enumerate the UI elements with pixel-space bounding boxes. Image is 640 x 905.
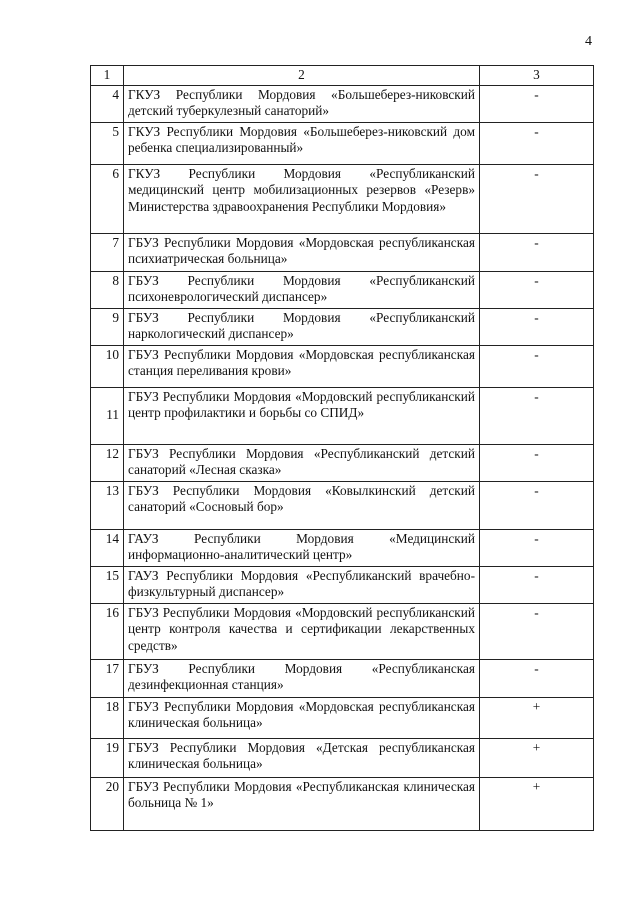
row-number: 20 (91, 777, 124, 830)
row-mark: + (480, 738, 594, 777)
organization-name: ГКУЗ Республики Мордовия «Большеберез-никовский детский туберкулезный санаторий» (124, 85, 480, 122)
table-row (91, 659, 594, 697)
row-number: 16 (91, 603, 124, 659)
page-number: 4 (585, 34, 592, 49)
table-row (91, 271, 594, 308)
row-number: 4 (91, 85, 124, 122)
organization-name: ГБУЗ Республики Мордовия «Мордовская республиканская психиатрическая больница» (124, 233, 480, 271)
row-mark: - (480, 233, 594, 271)
row-mark: + (480, 697, 594, 738)
table-row (91, 233, 594, 271)
table-row (91, 387, 594, 444)
row-mark: - (480, 387, 594, 444)
table-row (91, 777, 594, 830)
organization-name: ГАУЗ Республики Мордовия «Республиканский врачебно-физкультурный диспансер» (124, 566, 480, 603)
table-row (91, 697, 594, 738)
row-mark: - (480, 603, 594, 659)
organization-name: ГБУЗ Республики Мордовия «Республиканский наркологический диспансер» (124, 308, 480, 345)
row-number: 17 (91, 659, 124, 697)
organization-name: ГБУЗ Республики Мордовия «Республиканская клиническая больница № 1» (124, 777, 480, 830)
organization-name: ГБУЗ Республики Мордовия «Мордовский республиканский центр профилактики и борьбы со СПИД» (124, 387, 480, 444)
header-cell-3: 3 (480, 66, 594, 86)
row-number: 7 (91, 233, 124, 271)
row-number: 6 (91, 164, 124, 233)
row-mark: - (480, 481, 594, 529)
row-number: 5 (91, 122, 124, 164)
organization-name: ГБУЗ Республики Мордовия «Республиканский психоневрологический диспансер» (124, 271, 480, 308)
row-number: 9 (91, 308, 124, 345)
organizations-table (90, 65, 594, 831)
organization-name: ГБУЗ Республики Мордовия «Ковылкинский детский санаторий «Сосновый бор» (124, 481, 480, 529)
header-cell-2: 2 (124, 66, 480, 86)
row-mark: - (480, 164, 594, 233)
table-row (91, 444, 594, 481)
row-mark: - (480, 308, 594, 345)
row-number: 12 (91, 444, 124, 481)
row-mark: - (480, 566, 594, 603)
table-row (91, 308, 594, 345)
table-row (91, 164, 594, 233)
row-mark: - (480, 271, 594, 308)
table-row (91, 345, 594, 387)
row-number: 19 (91, 738, 124, 777)
table-row (91, 566, 594, 603)
row-mark: + (480, 777, 594, 830)
row-number: 11 (91, 387, 124, 444)
organization-name: ГАУЗ Республики Мордовия «Медицинский информационно-аналитический центр» (124, 529, 480, 566)
row-mark: - (480, 529, 594, 566)
table-row (91, 529, 594, 566)
organization-name: ГБУЗ Республики Мордовия «Мордовский республиканский центр контроля качества и сертификации лекарственных средств» (124, 603, 480, 659)
row-number: 8 (91, 271, 124, 308)
table-row (91, 85, 594, 122)
table-row (91, 481, 594, 529)
row-mark: - (480, 122, 594, 164)
row-mark: - (480, 444, 594, 481)
organization-name: ГКУЗ Республики Мордовия «Республиканский медицинский центр мобилизационных резервов «Резерв» Министерства здравоохранения Республики Мордовия» (124, 164, 480, 233)
row-number: 18 (91, 697, 124, 738)
organization-name: ГБУЗ Республики Мордовия «Республиканская дезинфекционная станция» (124, 659, 480, 697)
table-row (91, 122, 594, 164)
row-mark: - (480, 659, 594, 697)
organization-name: ГБУЗ Республики Мордовия «Республиканский детский санаторий «Лесная сказка» (124, 444, 480, 481)
row-number: 13 (91, 481, 124, 529)
row-mark: - (480, 345, 594, 387)
table-row (91, 738, 594, 777)
organization-name: ГБУЗ Республики Мордовия «Мордовская республиканская станция переливания крови» (124, 345, 480, 387)
row-number: 14 (91, 529, 124, 566)
header-cell-1: 1 (91, 66, 124, 86)
table-row (91, 603, 594, 659)
organization-name: ГБУЗ Республики Мордовия «Мордовская республиканская клиническая больница» (124, 697, 480, 738)
row-mark: - (480, 85, 594, 122)
organization-name: ГКУЗ Республики Мордовия «Большеберез-никовский дом ребенка специализированный» (124, 122, 480, 164)
row-number: 10 (91, 345, 124, 387)
row-number: 15 (91, 566, 124, 603)
organization-name: ГБУЗ Республики Мордовия «Детская республиканская клиническая больница» (124, 738, 480, 777)
table-header-row (91, 66, 594, 86)
